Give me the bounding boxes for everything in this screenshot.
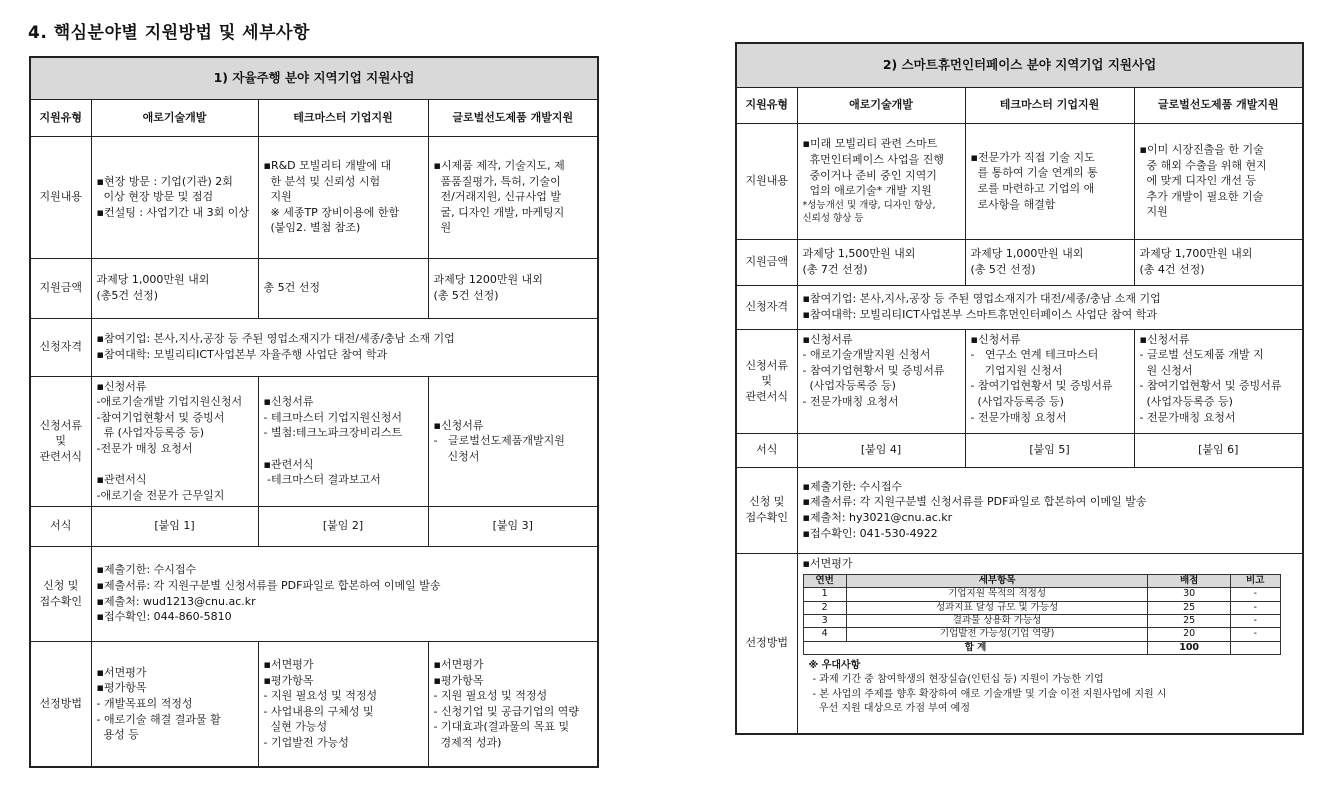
text-line: - 사업내용의 구체성 및 (263, 704, 374, 718)
text-line: 업의 애로기술* 개발 지원 (802, 184, 932, 198)
cell-form-ref: [붙임 4] (797, 433, 965, 467)
text-line: - 글로벌선도제품개발지원 (433, 434, 565, 448)
section-heading: 4. 핵심분야별 지원방법 및 세부사항 (28, 23, 310, 43)
text-line: 총 5건 선정 (263, 281, 320, 295)
text-line: ▪미래 모빌리티 관련 스마트 (802, 137, 938, 151)
text-line: ▪신청서류 (970, 332, 1021, 346)
text-line: ▪서면평가 (263, 657, 314, 671)
total-score: 100 (1148, 641, 1231, 654)
text-line: 과제당 1,500만원 내외 (802, 247, 916, 261)
cell-documents (91, 376, 258, 506)
text-line: 과제당 1,000만원 내외 (970, 247, 1084, 261)
eval-score: 30 (1148, 588, 1231, 601)
text-line: 신청서류 (39, 418, 82, 432)
text-line: - 지원 필요성 및 적정성 (263, 689, 378, 703)
text-line: ▪평가항목 (263, 673, 314, 687)
eval-note: - (1230, 588, 1280, 601)
col-header-type: 지원유형 (736, 87, 797, 123)
text-line: ▪컨설팅 : 사업기간 내 3회 이상 (96, 205, 250, 219)
eval-score: 20 (1148, 628, 1231, 641)
cell-documents (1134, 329, 1303, 433)
text-line: 관련서식 (745, 389, 788, 403)
smart-human-interface-table (735, 42, 1304, 735)
cell-form-ref: [붙임 6] (1134, 433, 1303, 467)
text-line: ▪전문가가 직접 기술 지도 (970, 150, 1095, 164)
cell-documents (965, 329, 1134, 433)
autonomous-driving-table (29, 56, 599, 768)
text-line: 용성 등 (96, 728, 139, 742)
cell-amount (91, 258, 258, 318)
text-line: ※ 세종TP 장비이용에 한함 (263, 205, 400, 219)
text-line: ▪참여기업: 본사,지사,공장 등 주된 영업소재지가 대전/세종/충남 소재 기업 (802, 292, 1161, 306)
text-line: ▪신청서류 (96, 379, 147, 393)
text-line: ▪서면평가 (96, 665, 147, 679)
text-line: 경제적 성과) (433, 735, 502, 749)
table-title: 2) 스마트휴먼인터페이스 분야 지역기업 지원사업 (736, 43, 1303, 87)
text-line: ▪평가항목 (96, 681, 147, 695)
row-label-qualification: 신청자격 (30, 318, 91, 376)
col-header-tech-dev: 애로기술개발 (797, 87, 965, 123)
text-line: 지원 (1139, 205, 1168, 219)
text-line: - 전문가매칭 요청서 (970, 410, 1067, 424)
row-label-documents (736, 329, 797, 433)
row-label-submission (30, 546, 91, 641)
cell-selection (258, 641, 428, 767)
eval-note: - (1230, 615, 1280, 628)
row-label-selection: 선정방법 (736, 553, 797, 734)
text-line: 한 분석 및 신뢰성 시험 (263, 174, 381, 188)
col-header-global: 글로벌선도제품 개발지원 (428, 99, 598, 136)
total-label: 합 계 (803, 641, 1148, 654)
cell-amount (797, 239, 965, 285)
eval-score: 25 (1148, 615, 1231, 628)
eval-item: 기업발전 가능성(기업 역량) (846, 628, 1147, 641)
text-line: ▪참여대학: 모빌리티ICT사업본부 자율주행 사업단 참여 학과 (96, 348, 388, 361)
text-line: 과제당 1200만원 내외 (433, 273, 543, 287)
text-line: (붙임2. 별첨 참조) (263, 221, 361, 235)
text-line: (총 7건 선정) (802, 263, 868, 276)
text-line: - 별첨:테크노파크장비리스트 (263, 426, 403, 440)
eval-note: - (1230, 601, 1280, 614)
text-line: ▪신청서류 (433, 418, 484, 432)
eval-header: 연번 (803, 575, 846, 588)
col-header-type: 지원유형 (30, 99, 91, 136)
text-line (264, 441, 423, 457)
text-line: - 전문가매칭 요청서 (1139, 410, 1236, 424)
cell-documents (258, 376, 428, 506)
row-label-content: 지원내용 (30, 136, 91, 258)
table-row (803, 588, 1280, 601)
text-line: 이상 현장 방문 및 점검 (96, 190, 214, 204)
evaluation-table (803, 574, 1281, 655)
eval-header: 세부항목 (846, 575, 1147, 588)
text-line: 접수확인 (745, 511, 788, 524)
eval-no: 2 (803, 601, 846, 614)
eval-no: 4 (803, 628, 846, 641)
text-line: 원 신청서 (1139, 363, 1193, 377)
text-line: ▪관련서식 (96, 473, 147, 487)
cell-selection (91, 641, 258, 767)
text-line: - 글로벌 선도제품 개발 지 (1139, 348, 1264, 362)
table-row (803, 601, 1280, 614)
cell-content (1134, 123, 1303, 239)
text-line: ▪참여대학: 모빌리티ICT사업본부 스마트휴먼인터페이스 사업단 참여 학과 (802, 308, 1157, 321)
text-line: 접수확인 (39, 594, 82, 608)
text-line: - 본 사업의 주제를 향후 확장하여 애로 기술개발 및 기술 이전 지원사업에 지원 시 (812, 688, 1167, 700)
eval-header: 비고 (1230, 575, 1280, 588)
text-line: (사업자등록증 등) (1139, 394, 1233, 408)
cell-submission (797, 467, 1303, 553)
text-line: ▪R&D 모빌리티 개발에 대 (263, 158, 392, 172)
text-line (97, 457, 253, 473)
text-line: - 지원 필요성 및 적정성 (433, 689, 548, 703)
cell-qualification (797, 285, 1303, 329)
text-line: - 참여기업현황서 및 증빙서류 (802, 363, 945, 377)
eval-item: 결과물 상용화 가능성 (846, 615, 1147, 628)
text-line: 휴먼인터페이스 사업을 진행 (802, 152, 944, 166)
content-footnote (803, 199, 960, 226)
eval-note: - (1230, 628, 1280, 641)
row-label-forms: 서식 (30, 506, 91, 546)
row-label-selection: 선정방법 (30, 641, 91, 767)
eval-header: 배점 (1148, 575, 1231, 588)
text-line: (총5건 선정) (96, 289, 159, 302)
preference-lines (803, 673, 1298, 716)
text-line: ▪이미 시장진출을 한 기술 (1139, 142, 1264, 156)
cell-amount (258, 258, 428, 318)
text-line: 및 (761, 374, 773, 388)
total-row (803, 641, 1280, 654)
content-text (803, 136, 960, 198)
cell-form-ref: [붙임 3] (428, 506, 598, 546)
cell-form-ref: [붙임 1] (91, 506, 258, 546)
cell-amount (428, 258, 598, 318)
text-line: 관련서식 (39, 449, 82, 463)
table-row (803, 628, 1280, 641)
text-line: - 전문가매칭 요청서 (802, 394, 899, 408)
text-line: - 테크마스터 기업지원신청서 (263, 410, 402, 424)
text-line: ▪신청서류 (1139, 332, 1190, 346)
text-line: - 신청기업 및 공급기업의 역량 (433, 704, 579, 718)
text-line: 품품질평가, 특허, 기술이 (433, 174, 561, 188)
text-line: ▪시제품 제작, 기술지도, 제 (433, 158, 565, 172)
text-line: -애로기술 전문가 근무일지 (96, 488, 225, 502)
text-line: ▪제출처: hy3021@cnu.ac.kr (802, 511, 953, 524)
cell-documents (428, 376, 598, 506)
text-line: ▪관련서식 (263, 457, 314, 471)
text-line: -테크마스터 결과보고서 (263, 473, 381, 487)
text-line: (사업자등록증 등) (970, 394, 1064, 408)
col-header-global: 글로벌선도제품 개발지원 (1134, 87, 1303, 123)
preference-title: ※ 우대사항 (808, 660, 861, 672)
text-line: ▪제출처: wud1213@cnu.ac.kr (96, 594, 256, 608)
cell-content (91, 136, 258, 258)
text-line: - 과제 기간 중 참여학생의 현장실습(인턴십 등) 지원이 가능한 기업 (812, 674, 1104, 686)
text-line: 로를 마련하고 기업의 애 (970, 182, 1095, 195)
text-line: ▪제출기한: 수시접수 (802, 479, 903, 493)
row-label-documents (30, 376, 91, 506)
cell-submission (91, 546, 598, 641)
cell-form-ref: [붙임 5] (965, 433, 1134, 467)
cell-selection (797, 553, 1303, 734)
text-line: 전/거래지원, 신규사업 발 (433, 190, 561, 204)
cell-amount (1134, 239, 1303, 285)
eval-item: 성과지표 달성 규모 및 가능성 (846, 601, 1147, 614)
table-title: 1) 자율주행 분야 지역기업 지원사업 (30, 57, 598, 99)
text-line: 우선 지원 대상으로 가점 부여 예정 (812, 702, 970, 714)
text-line: ▪제출기한: 수시접수 (96, 563, 197, 577)
text-line: 신청 및 (749, 495, 785, 509)
text-line: - 애로기술개발지원 신청서 (802, 348, 931, 362)
text-line: (총 4건 선정) (1139, 263, 1205, 276)
text-line: -참여기업현황서 및 증빙서 (96, 410, 225, 424)
text-line: - 기업발전 가능성 (263, 735, 349, 749)
text-line: -전문가 매칭 요청서 (96, 442, 193, 455)
text-line: 신청서류 (745, 358, 788, 372)
text-line: ▪현장 방문 : 기업(기관) 2회 (96, 174, 233, 188)
text-line: ▪신청서류 (802, 332, 853, 346)
text-line: - 참여기업현황서 및 증빙서류 (1139, 379, 1282, 393)
text-line: 굴, 디자인 개발, 마케팅지 (433, 205, 565, 219)
row-label-amount: 지원금액 (30, 258, 91, 318)
eval-no: 3 (803, 615, 846, 628)
text-line: ▪제출서류: 각 지원구분별 신청서류를 PDF파일로 합본하여 이메일 발송 (802, 495, 1147, 509)
text-line: ▪신청서류 (263, 395, 314, 409)
text-line: - 참여기업현황서 및 증빙서류 (970, 379, 1113, 393)
row-label-content: 지원내용 (736, 123, 797, 239)
cell-amount (965, 239, 1134, 285)
cell-qualification (91, 318, 598, 376)
row-label-amount: 지원금액 (736, 239, 797, 285)
text-line: -애로기술개발 기업지원신청서 (96, 395, 243, 409)
text-line: 류 (사업자등록증 등) (96, 426, 205, 440)
text-line: 신청서 (433, 449, 480, 463)
selection-intro: ▪서면평가 (802, 556, 853, 570)
text-line: - 애로기술 해결 결과물 활 (96, 712, 221, 726)
text-line: (총 5건 선정) (970, 263, 1036, 276)
cell-content (258, 136, 428, 258)
total-note (1230, 641, 1280, 654)
row-label-qualification: 신청자격 (736, 285, 797, 329)
col-header-techmaster: 테크마스터 기업지원 (258, 99, 428, 136)
col-header-techmaster: 테크마스터 기업지원 (965, 87, 1134, 123)
eval-no: 1 (803, 588, 846, 601)
text-line: ▪접수확인: 044-860-5810 (96, 610, 232, 624)
col-header-tech-dev: 애로기술개발 (91, 99, 258, 136)
text-line: 에 맞게 디자인 개선 등 (1139, 174, 1257, 188)
text-line: 및 (55, 434, 67, 448)
text-line: 추가 개발이 필요한 기술 (1139, 189, 1264, 203)
text-line: 신뢰성 향상 등 (802, 213, 864, 225)
text-line: (총 5건 선정) (433, 289, 499, 302)
eval-item: 기업지원 목적의 적정성 (846, 588, 1147, 601)
row-label-submission (736, 467, 797, 553)
cell-form-ref: [붙임 2] (258, 506, 428, 546)
text-line: - 개발목표의 적정성 (96, 696, 193, 710)
text-line: ▪접수확인: 041-530-4922 (802, 526, 938, 540)
text-line: ▪제출서류: 각 지원구분별 신청서류를 PDF파일로 합본하여 이메일 발송 (96, 578, 441, 592)
cell-documents (797, 329, 965, 433)
cell-content (797, 123, 965, 239)
cell-content (428, 136, 598, 258)
text-line: *성능개선 및 개량, 디자인 향상, (802, 199, 936, 211)
table-row (803, 615, 1280, 628)
text-line: 로사항을 해결함 (970, 197, 1056, 211)
text-line: 신청 및 (43, 578, 79, 592)
text-line: 중 해외 수출을 위해 현지 (1139, 158, 1267, 172)
text-line: (사업자등록증 등) (802, 379, 896, 393)
text-line: 를 통하여 기술 연계의 통 (970, 166, 1098, 180)
text-line: 기업지원 신청서 (970, 363, 1063, 377)
text-line: - 기대효과(결과물의 목표 및 (433, 720, 570, 734)
text-line: ▪평가항목 (433, 673, 484, 687)
text-line: 중이거나 준비 중인 지역기 (802, 168, 937, 182)
text-line: 실현 가능성 (263, 720, 328, 734)
row-label-forms: 서식 (736, 433, 797, 467)
cell-content (965, 123, 1134, 239)
text-line: 원 (433, 221, 452, 235)
text-line: 과제당 1,000만원 내외 (96, 273, 210, 287)
text-line: ▪서면평가 (433, 657, 484, 671)
text-line: 지원 (263, 190, 292, 204)
text-line: - 연구소 연계 테크마스터 (970, 348, 1099, 362)
text-line: 과제당 1,700만원 내외 (1139, 247, 1253, 261)
text-line: ▪참여기업: 본사,지사,공장 등 주된 영업소재지가 대전/세종/충남 소재 기업 (96, 332, 455, 346)
cell-selection (428, 641, 598, 767)
eval-score: 25 (1148, 601, 1231, 614)
